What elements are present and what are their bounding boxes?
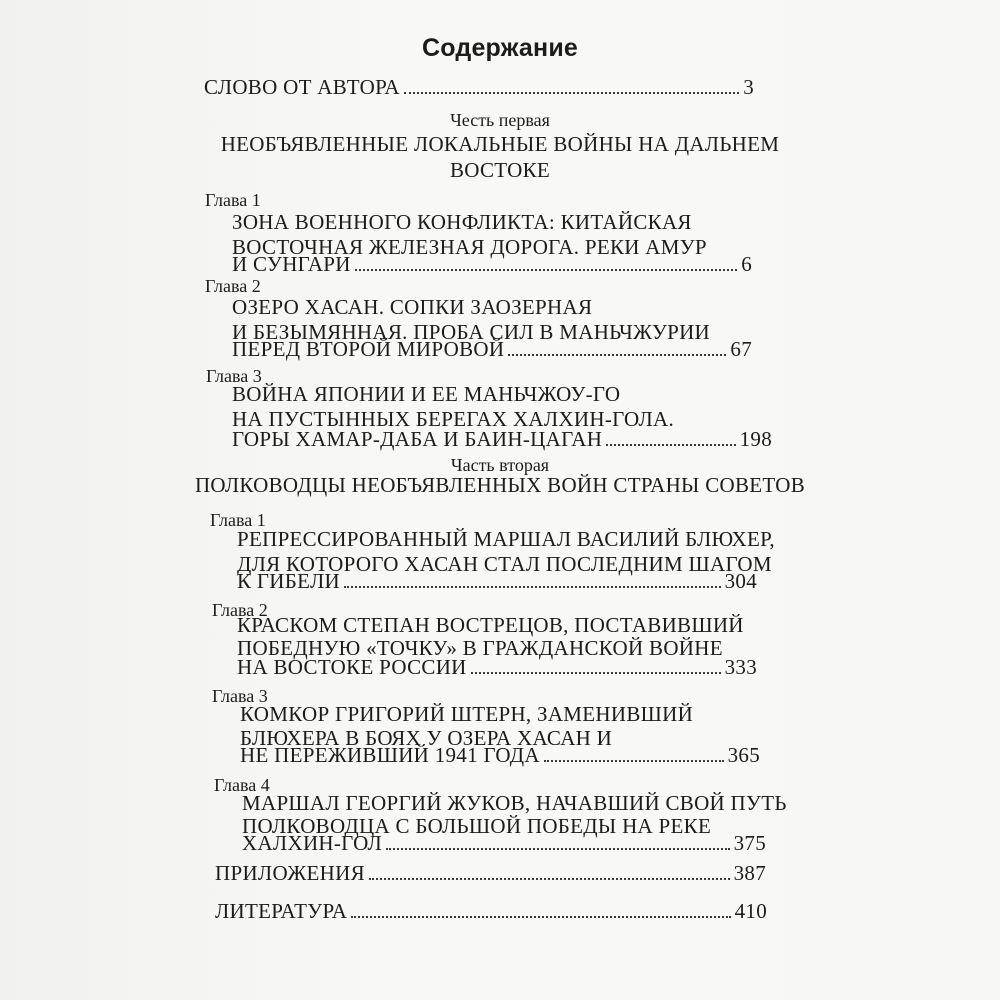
chapter-title-line: МАРШАЛ ГЕОРГИЙ ЖУКОВ, НАЧАВШИЙ СВОЙ ПУТЬ xyxy=(242,791,787,815)
toc-page-number: 333 xyxy=(724,655,757,679)
toc-page-number: 410 xyxy=(734,899,767,923)
chapter-title-line: ДЛЯ КОТОРОГО ХАСАН СТАЛ ПОСЛЕДНИМ ШАГОМ xyxy=(237,552,772,576)
dot-leader xyxy=(404,92,739,94)
chapter-title-line: И СУНГАРИ xyxy=(232,252,351,276)
page-title: Содержание xyxy=(421,34,579,62)
toc-page-number: 365 xyxy=(727,743,760,767)
toc-entry-intro xyxy=(204,72,754,98)
dot-leader xyxy=(355,269,737,271)
toc-entry-chapter xyxy=(237,652,757,678)
chapter-title-line: БЛЮХЕРА В БОЯХ У ОЗЕРА ХАСАН И xyxy=(240,726,613,750)
toc-entry-chapter xyxy=(232,424,772,450)
toc-entry-title: ЛИТЕРАТУРА xyxy=(215,899,348,923)
toc-page-number: 3 xyxy=(743,75,754,99)
chapter-title-line: ЗОНА ВОЕННОГО КОНФЛИКТА: КИТАЙСКАЯ xyxy=(232,210,692,234)
toc-page-number: 375 xyxy=(733,831,766,855)
toc-page-number: 67 xyxy=(730,337,752,361)
toc-page-number: 6 xyxy=(741,252,752,276)
chapter-title-line: И БЕЗЫМЯННАЯ. ПРОБА СИЛ В МАНЬЧЖУРИИ xyxy=(232,320,711,344)
dot-leader xyxy=(544,760,724,762)
toc-entry-chapter xyxy=(237,566,757,592)
toc-entry-chapter xyxy=(232,334,752,360)
toc-page-number: 387 xyxy=(733,861,766,885)
part-title-cont: ВОСТОКЕ xyxy=(449,158,551,182)
chapter-label: Глава 2 xyxy=(205,276,261,296)
chapter-title-line: ХАЛХИН-ГОЛ xyxy=(242,831,383,855)
toc-entry-title: ПРИЛОЖЕНИЯ xyxy=(215,861,365,885)
chapter-label: Глава 1 xyxy=(210,510,266,530)
chapter-title-line: КРАСКОМ СТЕПАН ВОСТРЕЦОВ, ПОСТАВИВШИЙ xyxy=(237,613,744,637)
chapter-title-line: КОМКОР ГРИГОРИЙ ШТЕРН, ЗАМЕНИВШИЙ xyxy=(240,702,694,726)
chapter-title-line: ПОЛКОВОДЦА С БОЛЬШОЙ ПОБЕДЫ НА РЕКЕ xyxy=(242,814,712,838)
dot-leader xyxy=(606,444,735,446)
toc-entry-title: СЛОВО ОТ АВТОРА xyxy=(204,75,400,99)
toc-entry-chapter xyxy=(242,828,766,854)
chapter-title-line: ГОРЫ ХАМАР-ДАБА И БАИН-ЦАГАН xyxy=(232,427,603,451)
toc-entry-appendix xyxy=(215,858,766,884)
chapter-title-line: НА ПУСТЫННЫХ БЕРЕГАХ ХАЛХИН-ГОЛА. xyxy=(232,407,675,431)
toc-page-number: 198 xyxy=(739,427,772,451)
chapter-label: Глава 2 xyxy=(212,600,268,620)
chapter-title-line: К ГИБЕЛИ xyxy=(237,569,340,593)
toc-page-number: 304 xyxy=(724,569,757,593)
chapter-title-line: ВОЙНА ЯПОНИИ И ЕЕ МАНЬЧЖОУ-ГО xyxy=(232,382,621,406)
dot-leader xyxy=(508,354,726,356)
chapter-title-line: РЕПРЕССИРОВАННЫЙ МАРШАЛ ВАСИЛИЙ БЛЮХЕР, xyxy=(237,527,775,551)
chapter-label: Глава 1 xyxy=(205,190,261,210)
chapter-title-line: ОЗЕРО ХАСАН. СОПКИ ЗАОЗЕРНАЯ xyxy=(232,295,593,319)
part-title: НЕОБЪЯВЛЕННЫЕ ЛОКАЛЬНЫЕ ВОЙНЫ НА ДАЛЬНЕМ xyxy=(220,132,780,156)
chapter-title-line: НЕ ПЕРЕЖИВШИЙ 1941 ГОДА xyxy=(240,743,540,767)
part-label: Часть вторая xyxy=(450,455,550,475)
toc-entry-literature xyxy=(215,896,767,922)
dot-leader xyxy=(351,916,730,918)
dot-leader xyxy=(471,672,721,674)
toc-entry-chapter xyxy=(240,740,760,766)
chapter-title-line: ПЕРЕД ВТОРОЙ МИРОВОЙ xyxy=(232,337,505,361)
chapter-title-line: ПОБЕДНУЮ «ТОЧКУ» В ГРАЖДАНСКОЙ ВОЙНЕ xyxy=(237,636,723,660)
dot-leader xyxy=(344,586,721,588)
chapter-title-line: НА ВОСТОКЕ РОССИИ xyxy=(237,655,467,679)
chapter-label: Глава 3 xyxy=(206,366,262,386)
toc-entry-chapter xyxy=(232,249,752,275)
chapter-title-line: ВОСТОЧНАЯ ЖЕЛЕЗНАЯ ДОРОГА. РЕКИ АМУР xyxy=(232,235,707,259)
chapter-label: Глава 4 xyxy=(214,775,270,795)
dot-leader xyxy=(386,848,730,850)
chapter-label: Глава 3 xyxy=(212,686,268,706)
part-title: ПОЛКОВОДЦЫ НЕОБЪЯВЛЕННЫХ ВОЙН СТРАНЫ СОВЕТОВ xyxy=(194,473,806,497)
part-label: Честь первая xyxy=(450,110,550,130)
dot-leader xyxy=(369,878,730,880)
